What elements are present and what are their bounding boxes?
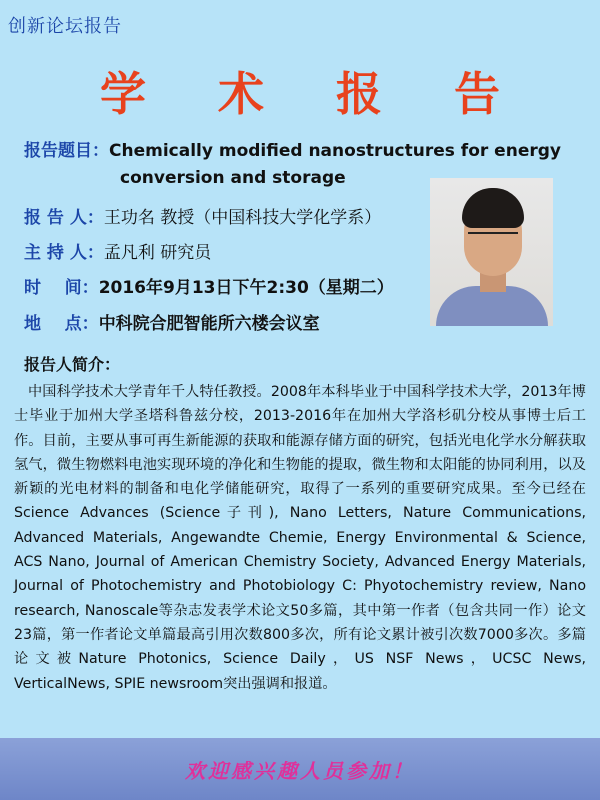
photo-shirt xyxy=(436,286,548,326)
time-value: 2016年9月13日下午2:30（星期二） xyxy=(98,278,394,298)
time-row xyxy=(24,273,394,298)
welcome-text: 欢迎感兴趣人员参加！ xyxy=(185,759,415,783)
speaker-row xyxy=(24,203,381,228)
topic-row xyxy=(24,136,561,161)
bio-text: 中国科学技术大学青年千人特任教授。2008年本科毕业于中国科学技术大学，2013年博士毕业于加州大学圣塔科鲁兹分校，2013-2016年在加州大学洛杉矶分校从事博士后工作。目前，主要从事可再生新能源的获取和能源存储方面的研究，包括光电化学水分解获取氢气，微生物燃料电池实现环境的净化和生物能的提取，微生物和太阳能的协同利用，以及新颖的光电材料的制备和电化学储能研究，取得了一系列的重要研究成果。至今已经在Science Advances (Science子刊), Nano Letters, Nature Communications, Advanced Materials, Angewandte Chemie, Energy Environmental & Science, ACS Nano, Journal of American Chemistry Society, Advanced Energy Materials, Journal of Photochemistry and Photobiology C: Phyotochemistry review, Nano research, Nanoscale等杂志发表学术论文50多篇，其中第一作者（包含共同一作）论文23篇，第一作者论文单篇最高引用次数800多次，所有论文累计被引次数7000多次。多篇论文被Nature Photonics, Science Daily，US NSF News，UCSC News, VerticalNews, SPIE newsroom突出强调和报道。 xyxy=(14,384,586,692)
bio-heading: 报告人简介： xyxy=(24,355,121,374)
photo-hair xyxy=(462,188,524,228)
topic-line2: conversion and storage xyxy=(120,168,346,188)
photo-glasses xyxy=(468,232,518,246)
host-value: 孟凡利 研究员 xyxy=(103,243,212,263)
host-label: 主 持 人： xyxy=(24,243,104,263)
speaker-value: 王功名 教授（中国科技大学化学系） xyxy=(103,208,382,228)
forum-label: 创新论坛报告 xyxy=(8,16,122,37)
speaker-photo xyxy=(430,178,553,326)
place-label: 地 点： xyxy=(24,314,99,334)
place-value: 中科院合肥智能所六楼会议室 xyxy=(98,314,320,334)
topic-label: 报告题目： xyxy=(24,141,109,161)
topic-line1: Chemically modified nanostructures for energy xyxy=(109,141,561,161)
topic-row-continued xyxy=(120,168,346,188)
host-row xyxy=(24,238,211,263)
page-title: 学 术 报 告 xyxy=(99,67,529,121)
speaker-label: 报 告 人： xyxy=(24,208,104,228)
place-row xyxy=(24,309,320,334)
time-label: 时 间： xyxy=(24,278,99,298)
